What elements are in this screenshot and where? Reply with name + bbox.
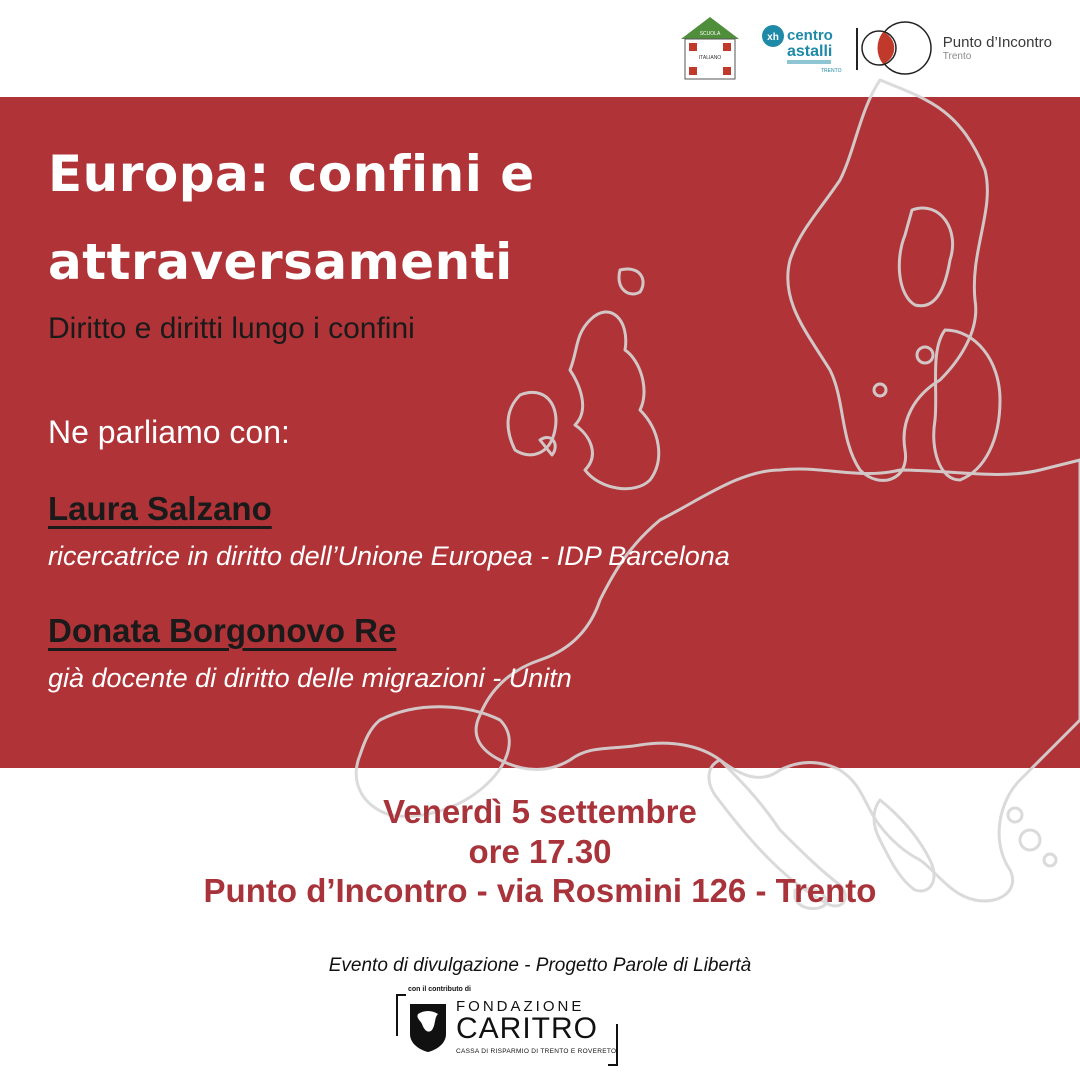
scuola-italiano-logo — [679, 15, 741, 81]
svg-text:xh: xh — [766, 32, 779, 43]
speaker-1-role: ricercatrice in diritto dell’Unione Europea - IDP Barcelona — [48, 541, 730, 571]
astalli-logo-line1: centro — [786, 27, 833, 44]
punto-name: Punto d’Incontro — [942, 33, 1052, 51]
event-place: Punto d’Incontro - via Rosmini 126 - Trento — [203, 872, 877, 909]
speaker-2-role: già docente di diritto delle migrazioni - Unitn — [48, 663, 572, 693]
speaker-1-name: Laura Salzano — [48, 490, 272, 527]
punto-city: Trento — [942, 50, 972, 62]
speaker-2-name: Donata Borgonovo Re — [48, 612, 397, 649]
punto-incontro-logo — [853, 20, 1052, 76]
fondazione-caritro-logo — [396, 986, 618, 1068]
sponsor-line1: FONDAZIONE — [456, 998, 585, 1015]
event-date: Venerdì 5 settembre — [383, 793, 697, 830]
eagle-emblem-icon — [408, 1000, 448, 1054]
event-time: ore 17.30 — [468, 833, 612, 870]
punto-circles-icon — [853, 20, 933, 76]
header-logos — [679, 12, 1052, 84]
project-note: Evento di divulgazione - Progetto Parole di Libertà — [328, 955, 752, 976]
sponsor-line2: CARITRO — [456, 1012, 598, 1045]
centro-astalli-logo — [761, 20, 842, 76]
astalli-logo-city: TRENTO — [820, 68, 842, 74]
sponsor-tagline: CASSA DI RISPARMIO DI TRENTO E ROVERETO — [456, 1048, 617, 1055]
school-logo-line1: SCUOLA — [699, 31, 721, 37]
school-logo-line2: ITALIANO — [698, 55, 721, 61]
event-subtitle: Diritto e diritti lungo i confini — [48, 312, 415, 345]
speakers-intro: Ne parliamo con: — [48, 414, 290, 450]
sponsor-prefix: con il contributo di — [408, 986, 471, 993]
event-title: Europa: confini e attraversamenti — [48, 145, 535, 291]
astalli-logo-line2: astalli — [786, 43, 833, 60]
